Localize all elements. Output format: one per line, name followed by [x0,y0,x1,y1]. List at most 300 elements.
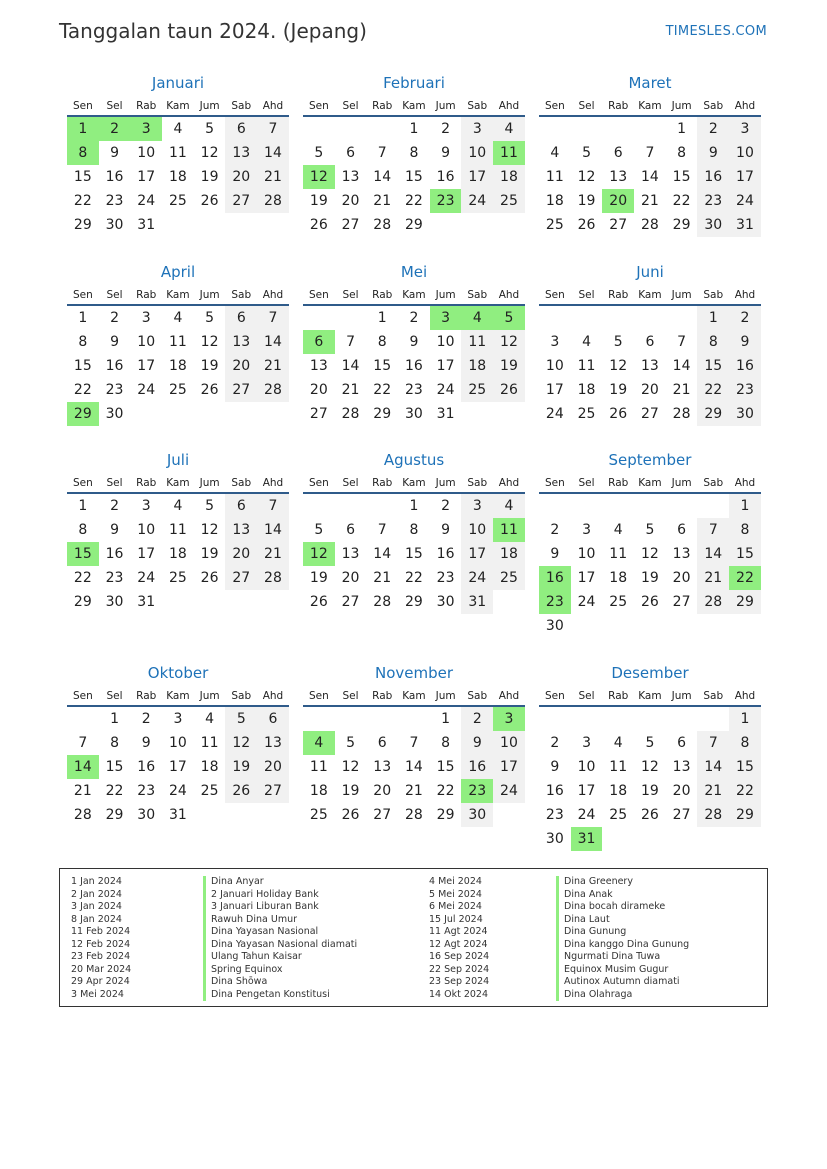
day-cell: 19 [493,354,525,378]
day-cell: 8 [441,735,451,751]
day-cell: 10 [461,141,493,165]
day-cell: 26 [341,807,360,823]
weekday-label: Rab [136,477,157,489]
weekday-label: Kam [638,690,662,702]
day-grid [67,494,289,614]
day-cell: 30 [404,406,423,422]
weekday-label: Rab [136,100,157,112]
month-september [539,448,761,638]
day-cell: 8 [729,518,761,542]
holiday-day: 2 [99,117,131,141]
day-cell: 17 [137,546,156,562]
weekday-label: Ahd [734,100,756,112]
page-title: Tanggalan taun 2024. (Jepang) [59,19,367,43]
day-cell: 26 [640,807,659,823]
day-cell: 3 [141,310,151,326]
day-cell: 29 [404,594,423,610]
day-cell: 17 [461,165,493,189]
day-cell: 25 [200,783,219,799]
day-cell: 17 [577,570,596,586]
day-cell: 6 [613,145,623,161]
weekday-label: Sab [231,100,252,112]
day-cell: 31 [461,590,493,614]
day-cell: 30 [545,831,564,847]
day-cell: 31 [168,807,187,823]
day-cell: 15 [105,759,124,775]
day-cell: 14 [697,542,729,566]
day-cell: 1 [677,121,687,137]
day-cell: 29 [729,590,761,614]
day-cell: 17 [436,358,455,374]
weekday-header [67,284,289,306]
day-cell: 9 [441,145,451,161]
day-cell: 15 [404,169,423,185]
day-cell: 1 [78,310,88,326]
month-mei [303,260,525,426]
day-cell: 1 [409,498,419,514]
day-cell: 10 [493,731,525,755]
empty-cell [602,494,634,518]
empty-cell [634,494,666,518]
weekday-header [67,472,289,494]
weekday-label: Ahd [262,690,284,702]
day-cell: 2 [110,498,119,514]
legend-date: 23 Feb 2024 [71,951,131,962]
day-cell: 11 [168,522,187,538]
day-cell: 9 [110,334,119,350]
day-cell: 2 [697,117,729,141]
day-grid [539,707,761,851]
day-cell: 28 [640,217,659,233]
day-cell: 29 [672,217,691,233]
day-grid [539,306,761,426]
day-cell: 13 [309,358,328,374]
weekday-label: Sen [308,690,329,702]
day-cell: 8 [729,731,761,755]
empty-cell [303,306,335,330]
month-juni [539,260,761,426]
day-cell: 23 [545,807,564,823]
day-cell: 15 [73,169,92,185]
day-cell: 29 [404,217,423,233]
day-cell: 20 [640,382,659,398]
weekday-header [67,685,289,707]
day-cell: 11 [309,759,328,775]
holiday-day: 12 [303,165,335,189]
legend-date: 23 Sep 2024 [429,976,490,987]
day-cell: 12 [341,759,360,775]
empty-cell [303,494,335,518]
legend-date: 5 Mei 2024 [429,888,482,900]
legend-holiday-name: Dina Laut [556,914,689,927]
day-cell: 5 [645,735,655,751]
day-cell: 27 [341,594,360,610]
legend-date: 14 Okt 2024 [429,988,489,1000]
day-cell: 8 [409,522,419,538]
weekday-label: Ahd [262,289,284,301]
day-cell: 19 [200,169,219,185]
empty-cell [602,117,634,141]
day-cell: 12 [577,169,596,185]
day-cell: 8 [78,334,88,350]
month-agustus [303,448,525,614]
site-logo[interactable]: TIMESLES.COM [665,24,767,39]
day-cell: 22 [404,193,423,209]
day-cell: 12 [609,358,628,374]
empty-cell [602,306,634,330]
day-cell: 28 [697,590,729,614]
legend-holiday-name: Ulang Tahun Kaisar [203,951,357,964]
day-cell: 9 [729,330,761,354]
legend-holiday-name: Spring Equinox [203,964,357,977]
day-cell: 14 [257,330,289,354]
day-cell: 2 [409,310,419,326]
day-cell: 18 [577,382,596,398]
weekday-label: Jum [199,289,220,301]
day-cell: 4 [613,735,623,751]
day-cell: 12 [200,145,219,161]
day-cell: 27 [309,406,328,422]
weekday-label: Sab [231,289,252,301]
day-cell: 15 [73,358,92,374]
day-cell: 30 [729,402,761,426]
day-cell: 19 [577,193,596,209]
day-cell: 16 [545,783,564,799]
day-cell: 4 [173,121,183,137]
day-cell: 13 [225,330,257,354]
weekday-header [67,95,289,117]
day-cell: 18 [309,783,328,799]
day-cell: 29 [436,807,455,823]
weekday-label: Sel [342,477,359,489]
day-cell: 1 [697,306,729,330]
day-cell: 10 [545,358,564,374]
day-cell: 11 [609,546,628,562]
day-cell: 7 [377,522,387,538]
day-cell: 24 [461,189,493,213]
day-cell: 29 [73,594,92,610]
day-cell: 24 [493,779,525,803]
day-cell: 30 [461,803,493,827]
weekday-header [303,284,525,306]
day-cell: 17 [493,755,525,779]
day-cell: 28 [257,566,289,590]
weekday-label: Ahd [498,100,520,112]
day-cell: 7 [677,334,687,350]
day-cell: 7 [645,145,655,161]
weekday-label: Sab [703,477,724,489]
weekday-label: Rab [372,100,393,112]
day-cell: 16 [729,354,761,378]
day-cell: 16 [697,165,729,189]
weekday-label: Sen [72,289,93,301]
day-cell: 27 [341,217,360,233]
day-grid [303,707,525,827]
month-name: Juli [166,451,190,469]
day-cell: 27 [225,378,257,402]
day-cell: 18 [168,546,187,562]
day-cell: 16 [137,759,156,775]
legend-holiday-name: Dina Olahraga [556,989,689,1002]
legend-holiday-name: 3 Januari Liburan Bank [203,901,357,914]
day-cell: 2 [141,711,151,727]
day-cell: 14 [257,141,289,165]
holiday-day: 8 [67,141,99,165]
month-oktober [67,661,289,827]
day-cell: 4 [205,711,215,727]
day-cell: 30 [436,594,455,610]
day-cell: 13 [341,169,360,185]
weekday-label: Sel [342,690,359,702]
day-cell: 24 [545,406,564,422]
day-cell: 7 [697,731,729,755]
day-cell: 12 [493,330,525,354]
day-cell: 16 [436,546,455,562]
day-cell: 24 [137,570,156,586]
legend-date: 6 Mei 2024 [429,901,482,912]
day-cell: 12 [200,522,219,538]
weekday-label: Ahd [734,289,756,301]
weekday-header [539,95,761,117]
legend-holiday-name: 2 Januari Holiday Bank [203,889,357,902]
day-grid [67,117,289,237]
day-cell: 27 [672,807,691,823]
day-cell: 22 [373,382,392,398]
day-cell: 18 [200,759,219,775]
holiday-day: 23 [539,590,571,614]
day-cell: 11 [168,334,187,350]
holiday-day: 5 [493,306,525,330]
empty-cell [303,707,335,731]
weekday-header [539,284,761,306]
day-cell: 22 [697,378,729,402]
empty-cell [335,494,367,518]
day-cell: 22 [436,783,455,799]
weekday-header [539,685,761,707]
legend-holiday-name: Dina Yayasan Nasional diamati [203,939,357,952]
day-cell: 16 [436,169,455,185]
day-cell: 9 [409,334,419,350]
empty-cell [67,707,99,731]
day-cell: 15 [729,755,761,779]
empty-cell [602,707,634,731]
day-cell: 11 [200,735,219,751]
day-cell: 21 [257,542,289,566]
empty-cell [366,494,398,518]
day-cell: 29 [105,807,124,823]
weekday-label: Sab [231,477,252,489]
day-cell: 26 [309,594,328,610]
day-cell: 26 [200,382,219,398]
weekday-header [303,472,525,494]
legend-date: 20 Mar 2024 [71,963,132,975]
day-cell: 16 [105,169,124,185]
month-name: September [608,451,692,469]
empty-cell [539,707,571,731]
day-cell: 4 [493,494,525,518]
day-cell: 27 [609,217,628,233]
legend-holiday-name: Autinox Autumn diamati [556,976,689,989]
weekday-label: Jum [199,477,220,489]
day-cell: 13 [672,546,691,562]
day-cell: 9 [697,141,729,165]
empty-cell [697,494,729,518]
holiday-day: 23 [430,189,462,213]
day-cell: 13 [225,518,257,542]
day-cell: 18 [609,570,628,586]
weekday-label: Sen [308,289,329,301]
empty-cell [335,707,367,731]
day-cell: 17 [137,169,156,185]
weekday-header [303,95,525,117]
day-cell: 7 [346,334,355,350]
day-cell: 13 [257,731,289,755]
day-cell: 15 [436,759,455,775]
day-cell: 24 [137,382,156,398]
day-cell: 15 [404,546,423,562]
day-cell: 8 [110,735,119,751]
holiday-day: 16 [539,566,571,590]
weekday-label: Sab [467,100,488,112]
legend-date: 3 Mei 2024 [71,988,124,1000]
holiday-day: 3 [493,707,525,731]
holiday-day: 22 [729,566,761,590]
weekday-label: Jum [671,477,692,489]
day-grid [67,707,289,827]
day-cell: 21 [257,354,289,378]
legend-date: 12 Feb 2024 [71,938,131,950]
day-grid [67,306,289,426]
day-cell: 6 [677,522,687,538]
day-cell: 21 [697,566,729,590]
empty-cell [634,306,666,330]
month-maret [539,71,761,237]
day-cell: 19 [609,382,628,398]
day-cell: 29 [697,402,729,426]
weekday-label: Jum [199,100,220,112]
day-cell: 28 [73,807,92,823]
holiday-day: 20 [602,189,634,213]
empty-cell [571,117,603,141]
day-cell: 28 [672,406,691,422]
day-cell: 10 [577,546,596,562]
day-cell: 5 [205,498,215,514]
day-cell: 17 [461,542,493,566]
month-desember [539,661,761,851]
empty-cell [666,494,698,518]
weekday-label: Sel [578,100,595,112]
day-cell: 16 [404,358,423,374]
weekday-label: Sel [342,289,359,301]
holiday-day: 12 [303,542,335,566]
day-cell: 25 [168,193,187,209]
weekday-label: Rab [372,289,393,301]
holiday-day: 11 [493,518,525,542]
weekday-label: Jum [671,690,692,702]
day-cell: 2 [550,735,560,751]
legend-date: 11 Feb 2024 [71,926,131,937]
day-cell: 21 [257,165,289,189]
day-cell: 18 [609,783,628,799]
month-name: Mei [400,263,428,281]
day-cell: 17 [577,783,596,799]
day-cell: 17 [729,165,761,189]
legend-date: 12 Agt 2024 [429,938,488,950]
day-cell: 23 [105,382,124,398]
day-cell: 4 [493,117,525,141]
weekday-label: Rab [608,690,629,702]
legend-holiday-name: Dina Pengetan Konstitusi [203,989,357,1002]
day-cell: 8 [677,145,687,161]
day-cell: 7 [697,518,729,542]
legend-holiday-name: Dina kanggo Dina Gunung [556,939,689,952]
day-cell: 24 [436,382,455,398]
weekday-header [303,685,525,707]
legend-holiday-name: Dina Shōwa [203,976,357,989]
day-cell: 19 [200,358,219,374]
day-cell: 5 [645,522,655,538]
day-cell: 9 [550,546,560,562]
day-cell: 20 [225,165,257,189]
legend-dates-left [71,876,131,1001]
day-cell: 26 [225,779,257,803]
day-cell: 5 [314,522,324,538]
weekday-label: Kam [402,690,426,702]
day-cell: 17 [168,759,187,775]
weekday-label: Kam [402,289,426,301]
day-cell: 13 [640,358,659,374]
weekday-label: Ahd [262,100,284,112]
day-cell: 13 [225,141,257,165]
day-cell: 10 [577,759,596,775]
day-cell: 19 [200,546,219,562]
weekday-label: Sab [703,100,724,112]
day-cell: 18 [493,165,525,189]
legend-date: 4 Mei 2024 [429,876,482,887]
day-cell: 30 [105,406,124,422]
day-cell: 9 [110,522,119,538]
holiday-day: 3 [130,117,162,141]
legend-date: 11 Agt 2024 [429,926,488,937]
day-cell: 4 [550,145,560,161]
holiday-day: 23 [461,779,493,803]
weekday-label: Sel [578,690,595,702]
day-cell: 30 [105,217,124,233]
weekday-label: Sen [544,690,565,702]
legend-date: 2 Jan 2024 [71,888,122,900]
day-grid [303,494,525,614]
legend-holiday-name: Dina Gunung [556,926,689,939]
day-cell: 16 [105,358,124,374]
day-cell: 7 [377,145,387,161]
day-cell: 7 [78,735,88,751]
day-cell: 28 [373,217,392,233]
day-cell: 2 [729,306,761,330]
day-cell: 14 [697,755,729,779]
day-cell: 3 [550,334,560,350]
weekday-label: Sab [703,690,724,702]
holiday-day: 6 [303,330,335,354]
weekday-label: Ahd [262,477,284,489]
weekday-label: Sen [544,289,565,301]
weekday-label: Sen [308,100,329,112]
day-cell: 25 [545,217,564,233]
day-cell: 26 [577,217,596,233]
weekday-label: Ahd [498,690,520,702]
day-cell: 28 [697,803,729,827]
day-cell: 31 [137,594,156,610]
day-cell: 20 [257,755,289,779]
